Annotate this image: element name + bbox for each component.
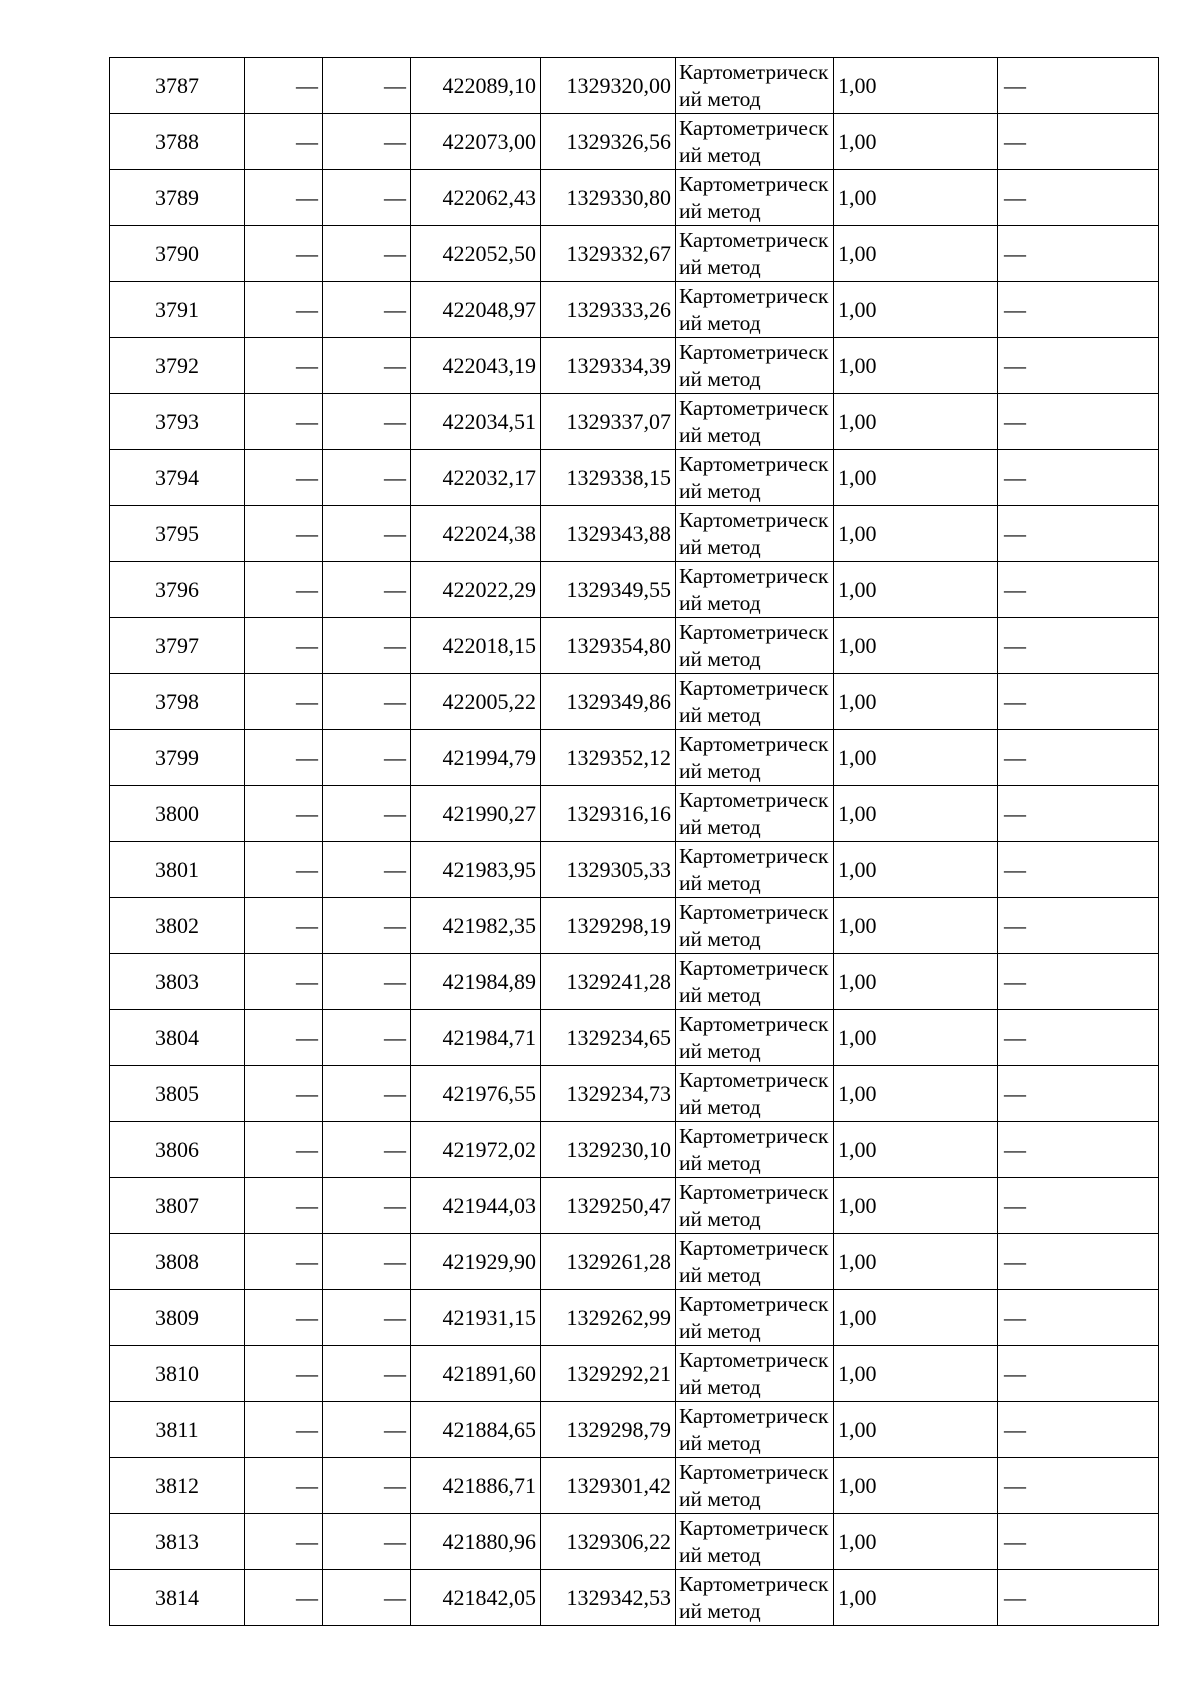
point-number-cell: 3796	[110, 562, 245, 618]
x-coordinate-cell: 421982,35	[411, 898, 541, 954]
table-row	[110, 1570, 1159, 1626]
accuracy-cell: 1,00	[834, 1458, 998, 1514]
point-number-cell: 3810	[110, 1346, 245, 1402]
table-row	[110, 1290, 1159, 1346]
point-number-cell: 3794	[110, 450, 245, 506]
y-coordinate-cell: 1329306,22	[541, 1514, 676, 1570]
y-coordinate-cell: 1329352,12	[541, 730, 676, 786]
table-row	[110, 226, 1159, 282]
y-coordinate-cell: 1329234,65	[541, 1010, 676, 1066]
accuracy-cell: 1,00	[834, 1514, 998, 1570]
column-2-cell: —	[245, 58, 323, 114]
point-number-cell: 3793	[110, 394, 245, 450]
column-3-cell: —	[323, 954, 411, 1010]
table-row	[110, 730, 1159, 786]
y-coordinate-cell: 1329298,79	[541, 1402, 676, 1458]
method-cell: Картометрический метод	[676, 170, 834, 226]
table-row	[110, 1402, 1159, 1458]
table-row	[110, 1066, 1159, 1122]
point-number-cell: 3812	[110, 1458, 245, 1514]
y-coordinate-cell: 1329292,21	[541, 1346, 676, 1402]
accuracy-cell: 1,00	[834, 786, 998, 842]
column-3-cell: —	[323, 1458, 411, 1514]
accuracy-cell: 1,00	[834, 338, 998, 394]
column-2-cell: —	[245, 562, 323, 618]
column-3-cell: —	[323, 898, 411, 954]
method-cell: Картометрический метод	[676, 1570, 834, 1626]
description-cell: —	[998, 1346, 1159, 1402]
method-cell: Картометрический метод	[676, 394, 834, 450]
method-cell: Картометрический метод	[676, 1514, 834, 1570]
point-number-cell: 3801	[110, 842, 245, 898]
column-3-cell: —	[323, 1290, 411, 1346]
method-cell: Картометрический метод	[676, 506, 834, 562]
method-cell: Картометрический метод	[676, 1010, 834, 1066]
column-2-cell: —	[245, 1178, 323, 1234]
accuracy-cell: 1,00	[834, 394, 998, 450]
column-3-cell: —	[323, 506, 411, 562]
column-2-cell: —	[245, 282, 323, 338]
column-2-cell: —	[245, 338, 323, 394]
description-cell: —	[998, 58, 1159, 114]
description-cell: —	[998, 170, 1159, 226]
point-number-cell: 3798	[110, 674, 245, 730]
x-coordinate-cell: 421842,05	[411, 1570, 541, 1626]
column-2-cell: —	[245, 1402, 323, 1458]
accuracy-cell: 1,00	[834, 1290, 998, 1346]
method-cell: Картометрический метод	[676, 338, 834, 394]
column-3-cell: —	[323, 1066, 411, 1122]
accuracy-cell: 1,00	[834, 562, 998, 618]
column-2-cell: —	[245, 1458, 323, 1514]
x-coordinate-cell: 422024,38	[411, 506, 541, 562]
column-2-cell: —	[245, 506, 323, 562]
x-coordinate-cell: 421984,71	[411, 1010, 541, 1066]
table-row	[110, 282, 1159, 338]
column-3-cell: —	[323, 338, 411, 394]
y-coordinate-cell: 1329298,19	[541, 898, 676, 954]
method-cell: Картометрический метод	[676, 898, 834, 954]
description-cell: —	[998, 1122, 1159, 1178]
column-2-cell: —	[245, 450, 323, 506]
method-cell: Картометрический метод	[676, 1234, 834, 1290]
method-cell: Картометрический метод	[676, 786, 834, 842]
y-coordinate-cell: 1329326,56	[541, 114, 676, 170]
column-2-cell: —	[245, 394, 323, 450]
description-cell: —	[998, 114, 1159, 170]
column-2-cell: —	[245, 1570, 323, 1626]
x-coordinate-cell: 421886,71	[411, 1458, 541, 1514]
method-cell: Картометрический метод	[676, 730, 834, 786]
method-cell: Картометрический метод	[676, 1122, 834, 1178]
method-cell: Картометрический метод	[676, 1290, 834, 1346]
method-cell: Картометрический метод	[676, 1458, 834, 1514]
x-coordinate-cell: 421984,89	[411, 954, 541, 1010]
x-coordinate-cell: 421880,96	[411, 1514, 541, 1570]
column-3-cell: —	[323, 1010, 411, 1066]
column-3-cell: —	[323, 618, 411, 674]
description-cell: —	[998, 674, 1159, 730]
method-cell: Картометрический метод	[676, 226, 834, 282]
x-coordinate-cell: 421891,60	[411, 1346, 541, 1402]
column-3-cell: —	[323, 562, 411, 618]
point-number-cell: 3803	[110, 954, 245, 1010]
column-3-cell: —	[323, 226, 411, 282]
table-row	[110, 954, 1159, 1010]
point-number-cell: 3791	[110, 282, 245, 338]
table-row	[110, 58, 1159, 114]
accuracy-cell: 1,00	[834, 954, 998, 1010]
coordinates-table	[109, 57, 1159, 1626]
table-row	[110, 618, 1159, 674]
table-row	[110, 170, 1159, 226]
x-coordinate-cell: 421983,95	[411, 842, 541, 898]
table-row	[110, 506, 1159, 562]
point-number-cell: 3804	[110, 1010, 245, 1066]
table-row	[110, 114, 1159, 170]
point-number-cell: 3787	[110, 58, 245, 114]
column-3-cell: —	[323, 1178, 411, 1234]
column-2-cell: —	[245, 1346, 323, 1402]
method-cell: Картометрический метод	[676, 1066, 834, 1122]
point-number-cell: 3797	[110, 618, 245, 674]
description-cell: —	[998, 618, 1159, 674]
table-row	[110, 562, 1159, 618]
x-coordinate-cell: 421972,02	[411, 1122, 541, 1178]
column-3-cell: —	[323, 450, 411, 506]
column-3-cell: —	[323, 1346, 411, 1402]
point-number-cell: 3789	[110, 170, 245, 226]
method-cell: Картометрический метод	[676, 450, 834, 506]
x-coordinate-cell: 422018,15	[411, 618, 541, 674]
table-body	[110, 58, 1159, 1626]
y-coordinate-cell: 1329332,67	[541, 226, 676, 282]
y-coordinate-cell: 1329342,53	[541, 1570, 676, 1626]
x-coordinate-cell: 422089,10	[411, 58, 541, 114]
description-cell: —	[998, 954, 1159, 1010]
accuracy-cell: 1,00	[834, 450, 998, 506]
column-2-cell: —	[245, 898, 323, 954]
x-coordinate-cell: 422052,50	[411, 226, 541, 282]
column-3-cell: —	[323, 842, 411, 898]
column-2-cell: —	[245, 730, 323, 786]
y-coordinate-cell: 1329334,39	[541, 338, 676, 394]
description-cell: —	[998, 730, 1159, 786]
description-cell: —	[998, 282, 1159, 338]
method-cell: Картометрический метод	[676, 842, 834, 898]
table-row	[110, 674, 1159, 730]
column-3-cell: —	[323, 1122, 411, 1178]
accuracy-cell: 1,00	[834, 898, 998, 954]
accuracy-cell: 1,00	[834, 1570, 998, 1626]
accuracy-cell: 1,00	[834, 226, 998, 282]
accuracy-cell: 1,00	[834, 674, 998, 730]
column-3-cell: —	[323, 730, 411, 786]
accuracy-cell: 1,00	[834, 1122, 998, 1178]
column-2-cell: —	[245, 1290, 323, 1346]
y-coordinate-cell: 1329305,33	[541, 842, 676, 898]
point-number-cell: 3799	[110, 730, 245, 786]
column-2-cell: —	[245, 1122, 323, 1178]
column-3-cell: —	[323, 786, 411, 842]
description-cell: —	[998, 1514, 1159, 1570]
accuracy-cell: 1,00	[834, 1178, 998, 1234]
point-number-cell: 3790	[110, 226, 245, 282]
description-cell: —	[998, 786, 1159, 842]
point-number-cell: 3792	[110, 338, 245, 394]
x-coordinate-cell: 421990,27	[411, 786, 541, 842]
column-3-cell: —	[323, 1514, 411, 1570]
description-cell: —	[998, 394, 1159, 450]
x-coordinate-cell: 422043,19	[411, 338, 541, 394]
description-cell: —	[998, 1066, 1159, 1122]
y-coordinate-cell: 1329250,47	[541, 1178, 676, 1234]
method-cell: Картометрический метод	[676, 618, 834, 674]
y-coordinate-cell: 1329333,26	[541, 282, 676, 338]
method-cell: Картометрический метод	[676, 1178, 834, 1234]
point-number-cell: 3807	[110, 1178, 245, 1234]
x-coordinate-cell: 422005,22	[411, 674, 541, 730]
description-cell: —	[998, 1570, 1159, 1626]
x-coordinate-cell: 421994,79	[411, 730, 541, 786]
description-cell: —	[998, 506, 1159, 562]
point-number-cell: 3808	[110, 1234, 245, 1290]
column-3-cell: —	[323, 114, 411, 170]
column-2-cell: —	[245, 674, 323, 730]
description-cell: —	[998, 1402, 1159, 1458]
column-3-cell: —	[323, 282, 411, 338]
x-coordinate-cell: 422034,51	[411, 394, 541, 450]
table-row	[110, 786, 1159, 842]
method-cell: Картометрический метод	[676, 562, 834, 618]
description-cell: —	[998, 226, 1159, 282]
description-cell: —	[998, 338, 1159, 394]
column-2-cell: —	[245, 1514, 323, 1570]
y-coordinate-cell: 1329320,00	[541, 58, 676, 114]
y-coordinate-cell: 1329349,55	[541, 562, 676, 618]
accuracy-cell: 1,00	[834, 1234, 998, 1290]
accuracy-cell: 1,00	[834, 618, 998, 674]
method-cell: Картометрический метод	[676, 114, 834, 170]
column-2-cell: —	[245, 1234, 323, 1290]
point-number-cell: 3806	[110, 1122, 245, 1178]
accuracy-cell: 1,00	[834, 1402, 998, 1458]
y-coordinate-cell: 1329330,80	[541, 170, 676, 226]
y-coordinate-cell: 1329234,73	[541, 1066, 676, 1122]
column-3-cell: —	[323, 674, 411, 730]
description-cell: —	[998, 450, 1159, 506]
column-2-cell: —	[245, 618, 323, 674]
table-row	[110, 450, 1159, 506]
table-row	[110, 338, 1159, 394]
description-cell: —	[998, 562, 1159, 618]
table-row	[110, 1178, 1159, 1234]
description-cell: —	[998, 1290, 1159, 1346]
column-3-cell: —	[323, 1570, 411, 1626]
y-coordinate-cell: 1329338,15	[541, 450, 676, 506]
column-2-cell: —	[245, 114, 323, 170]
column-2-cell: —	[245, 842, 323, 898]
description-cell: —	[998, 842, 1159, 898]
table-row	[110, 1234, 1159, 1290]
column-2-cell: —	[245, 786, 323, 842]
column-3-cell: —	[323, 58, 411, 114]
column-3-cell: —	[323, 1234, 411, 1290]
point-number-cell: 3809	[110, 1290, 245, 1346]
x-coordinate-cell: 422022,29	[411, 562, 541, 618]
method-cell: Картометрический метод	[676, 1346, 834, 1402]
x-coordinate-cell: 421929,90	[411, 1234, 541, 1290]
x-coordinate-cell: 421944,03	[411, 1178, 541, 1234]
x-coordinate-cell: 422062,43	[411, 170, 541, 226]
method-cell: Картометрический метод	[676, 282, 834, 338]
method-cell: Картометрический метод	[676, 58, 834, 114]
table-row	[110, 1514, 1159, 1570]
point-number-cell: 3805	[110, 1066, 245, 1122]
point-number-cell: 3800	[110, 786, 245, 842]
column-2-cell: —	[245, 954, 323, 1010]
table-row	[110, 1458, 1159, 1514]
x-coordinate-cell: 421884,65	[411, 1402, 541, 1458]
column-2-cell: —	[245, 226, 323, 282]
y-coordinate-cell: 1329301,42	[541, 1458, 676, 1514]
y-coordinate-cell: 1329343,88	[541, 506, 676, 562]
accuracy-cell: 1,00	[834, 1010, 998, 1066]
y-coordinate-cell: 1329262,99	[541, 1290, 676, 1346]
table-row	[110, 1122, 1159, 1178]
accuracy-cell: 1,00	[834, 730, 998, 786]
column-3-cell: —	[323, 394, 411, 450]
accuracy-cell: 1,00	[834, 506, 998, 562]
x-coordinate-cell: 422032,17	[411, 450, 541, 506]
table-row	[110, 1010, 1159, 1066]
description-cell: —	[998, 1178, 1159, 1234]
table-row	[110, 394, 1159, 450]
accuracy-cell: 1,00	[834, 282, 998, 338]
point-number-cell: 3802	[110, 898, 245, 954]
column-3-cell: —	[323, 1402, 411, 1458]
point-number-cell: 3814	[110, 1570, 245, 1626]
method-cell: Картометрический метод	[676, 954, 834, 1010]
y-coordinate-cell: 1329354,80	[541, 618, 676, 674]
method-cell: Картометрический метод	[676, 674, 834, 730]
point-number-cell: 3813	[110, 1514, 245, 1570]
x-coordinate-cell: 421931,15	[411, 1290, 541, 1346]
x-coordinate-cell: 422048,97	[411, 282, 541, 338]
column-3-cell: —	[323, 170, 411, 226]
accuracy-cell: 1,00	[834, 1066, 998, 1122]
accuracy-cell: 1,00	[834, 58, 998, 114]
description-cell: —	[998, 1010, 1159, 1066]
table-row	[110, 842, 1159, 898]
column-2-cell: —	[245, 170, 323, 226]
accuracy-cell: 1,00	[834, 842, 998, 898]
y-coordinate-cell: 1329261,28	[541, 1234, 676, 1290]
column-2-cell: —	[245, 1066, 323, 1122]
point-number-cell: 3788	[110, 114, 245, 170]
y-coordinate-cell: 1329230,10	[541, 1122, 676, 1178]
point-number-cell: 3795	[110, 506, 245, 562]
y-coordinate-cell: 1329316,16	[541, 786, 676, 842]
x-coordinate-cell: 422073,00	[411, 114, 541, 170]
description-cell: —	[998, 1458, 1159, 1514]
accuracy-cell: 1,00	[834, 170, 998, 226]
description-cell: —	[998, 898, 1159, 954]
description-cell: —	[998, 1234, 1159, 1290]
accuracy-cell: 1,00	[834, 1346, 998, 1402]
y-coordinate-cell: 1329349,86	[541, 674, 676, 730]
y-coordinate-cell: 1329241,28	[541, 954, 676, 1010]
y-coordinate-cell: 1329337,07	[541, 394, 676, 450]
table-row	[110, 898, 1159, 954]
point-number-cell: 3811	[110, 1402, 245, 1458]
x-coordinate-cell: 421976,55	[411, 1066, 541, 1122]
accuracy-cell: 1,00	[834, 114, 998, 170]
method-cell: Картометрический метод	[676, 1402, 834, 1458]
table-row	[110, 1346, 1159, 1402]
column-2-cell: —	[245, 1010, 323, 1066]
